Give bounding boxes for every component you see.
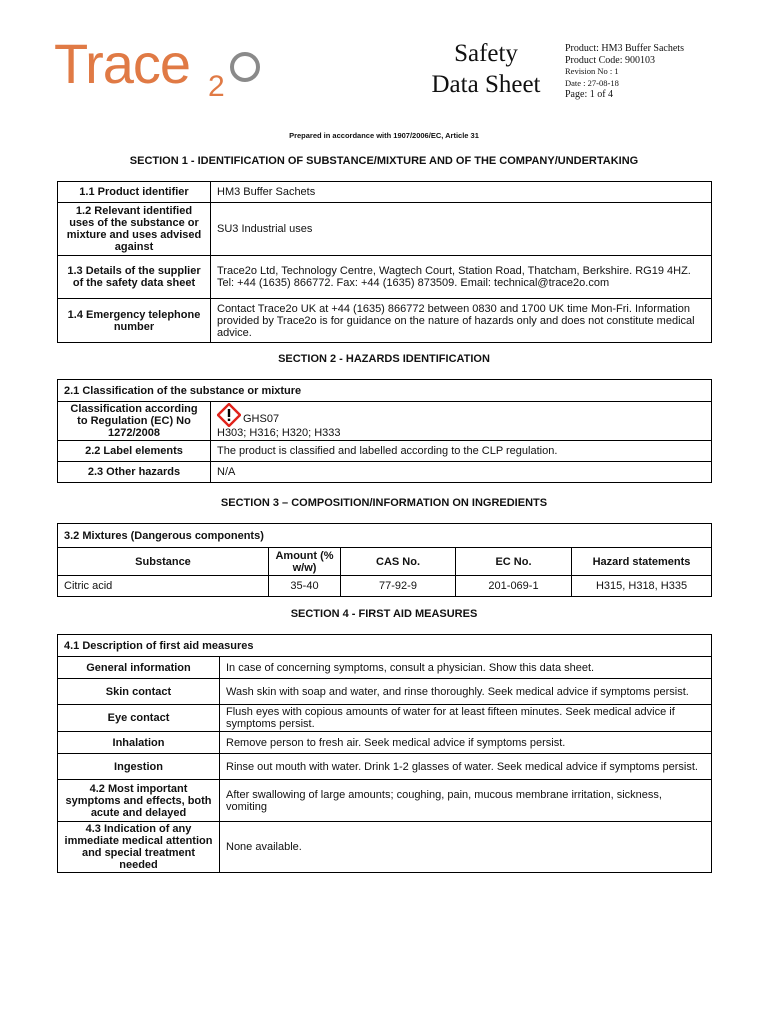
section1-table xyxy=(57,181,712,343)
table-row xyxy=(58,732,712,754)
table-row xyxy=(58,256,712,299)
table-row xyxy=(58,679,712,705)
row-value: Rinse out mouth with water. Drink 1-2 glasses of water. Seek medical advice if symptoms persist. xyxy=(220,754,712,780)
meta-page: Page: 1 of 4 xyxy=(565,89,614,100)
column-header: Substance xyxy=(58,548,269,576)
table-row xyxy=(58,402,712,441)
section2-heading: SECTION 2 - HAZARDS IDENTIFICATION xyxy=(278,353,490,365)
table-row xyxy=(58,203,712,256)
section1-heading: SECTION 1 - IDENTIFICATION OF SUBSTANCE/MIXTURE AND OF THE COMPANY/UNDERTAKING xyxy=(129,155,639,167)
row-value: Trace2o Ltd, Technology Centre, Wagtech Court, Station Road, Thatcham, Berkshire. RG19 4HZ. Tel: +44 (1635) 866772. Fax: +44 (1635) 873509. Email: technical@trace2o.com xyxy=(211,256,712,299)
document-meta xyxy=(565,43,684,101)
row-value: The product is classified and labelled according to the CLP regulation. xyxy=(211,441,712,462)
subsection-heading: 2.1 Classification of the substance or mixture xyxy=(58,380,712,402)
subsection-heading: 3.2 Mixtures (Dangerous components) xyxy=(58,524,712,548)
table-row xyxy=(58,182,712,203)
meta-product: Product: HM3 Buffer Sachets xyxy=(565,43,684,54)
row-label: General information xyxy=(58,657,220,679)
logo-text: Trace xyxy=(54,32,191,95)
cell-ec: 201-069-1 xyxy=(456,576,572,597)
row-label: 1.4 Emergency telephone number xyxy=(58,299,211,343)
cell-amount: 35-40 xyxy=(269,576,341,597)
table-row xyxy=(58,441,712,462)
table-row xyxy=(58,524,712,548)
column-header: CAS No. xyxy=(341,548,456,576)
table-header-row xyxy=(58,548,712,576)
table-row xyxy=(58,754,712,780)
meta-date: Date : 27-08-18 xyxy=(565,77,619,88)
document-title xyxy=(414,38,558,100)
cell-hazard: H315, H318, H335 xyxy=(572,576,712,597)
prepared-note: Prepared in accordance with 1907/2006/EC, Article 31 xyxy=(289,131,479,140)
table-row xyxy=(58,705,712,732)
table-row xyxy=(58,299,712,343)
row-label: 1.2 Relevant identified uses of the substance or mixture and uses advised against xyxy=(58,203,211,256)
row-label: 2.2 Label elements xyxy=(58,441,211,462)
row-value: Remove person to fresh air. Seek medical advice if symptoms persist. xyxy=(220,732,712,754)
column-header: Amount (% w/w) xyxy=(269,548,341,576)
section3-table xyxy=(57,523,712,597)
table-row xyxy=(58,822,712,873)
row-label: Classification according to Regulation (EC) No 1272/2008 xyxy=(58,402,211,441)
section3-heading: SECTION 3 – COMPOSITION/INFORMATION ON INGREDIENTS xyxy=(220,497,548,509)
table-row xyxy=(58,635,712,657)
trace2o-logo xyxy=(54,32,254,103)
table-row xyxy=(58,576,712,597)
title-line2: Data Sheet xyxy=(431,71,541,98)
row-value: Contact Trace2o UK at +44 (1635) 866772 between 0830 and 1700 UK time Mon-Fri. Information provided by Trace2o is for guidance on the nature of hazards only and does not constitute medical advice. xyxy=(211,299,712,343)
row-label: 4.2 Most important symptoms and effects, both acute and delayed xyxy=(58,780,220,822)
section4-table xyxy=(57,634,712,873)
row-value: HM3 Buffer Sachets xyxy=(211,182,712,203)
ghs-code: GHS07 xyxy=(243,413,280,425)
classification-cell xyxy=(211,402,712,441)
row-label: Eye contact xyxy=(58,705,220,732)
row-label: 2.3 Other hazards xyxy=(58,462,211,483)
section4-heading: SECTION 4 - FIRST AID MEASURES xyxy=(290,608,478,620)
column-header: Hazard statements xyxy=(572,548,712,576)
row-label: 1.3 Details of the supplier of the safety data sheet xyxy=(58,256,211,299)
section2-table xyxy=(57,379,712,483)
table-row xyxy=(58,380,712,402)
row-label: 1.1 Product identifier xyxy=(58,182,211,203)
logo-o-ring xyxy=(230,52,260,82)
table-row xyxy=(58,780,712,822)
row-label: Ingestion xyxy=(58,754,220,780)
row-label: Inhalation xyxy=(58,732,220,754)
hazard-codes: H303; H316; H320; H333 xyxy=(217,427,341,439)
table-row xyxy=(58,657,712,679)
row-value: SU3 Industrial uses xyxy=(211,203,712,256)
row-value: None available. xyxy=(220,822,712,873)
exclamation-mark-diamond-icon xyxy=(217,403,241,427)
row-label: Skin contact xyxy=(58,679,220,705)
title-line1: Safety xyxy=(454,40,518,67)
meta-product-code: Product Code: 900103 xyxy=(565,54,655,66)
row-value: Flush eyes with copious amounts of water for at least fifteen minutes. Seek medical advice if symptoms persist. xyxy=(220,705,712,732)
row-label: 4.3 Indication of any immediate medical attention and special treatment needed xyxy=(58,822,220,873)
meta-revision: Revision No : 1 xyxy=(565,66,619,76)
row-value: After swallowing of large amounts; coughing, pain, mucous membrane irritation, sickness, vomiting xyxy=(220,780,712,822)
cell-cas: 77-92-9 xyxy=(341,576,456,597)
table-row xyxy=(58,462,712,483)
logo-subscript: 2 xyxy=(208,70,225,103)
subsection-heading: 4.1 Description of first aid measures xyxy=(58,635,712,657)
column-header: EC No. xyxy=(456,548,572,576)
cell-substance: Citric acid xyxy=(58,576,269,597)
row-value: In case of concerning symptoms, consult a physician. Show this data sheet. xyxy=(220,657,712,679)
row-value: Wash skin with soap and water, and rinse thoroughly. Seek medical advice if symptoms persist. xyxy=(220,679,712,705)
row-value: N/A xyxy=(211,462,712,483)
